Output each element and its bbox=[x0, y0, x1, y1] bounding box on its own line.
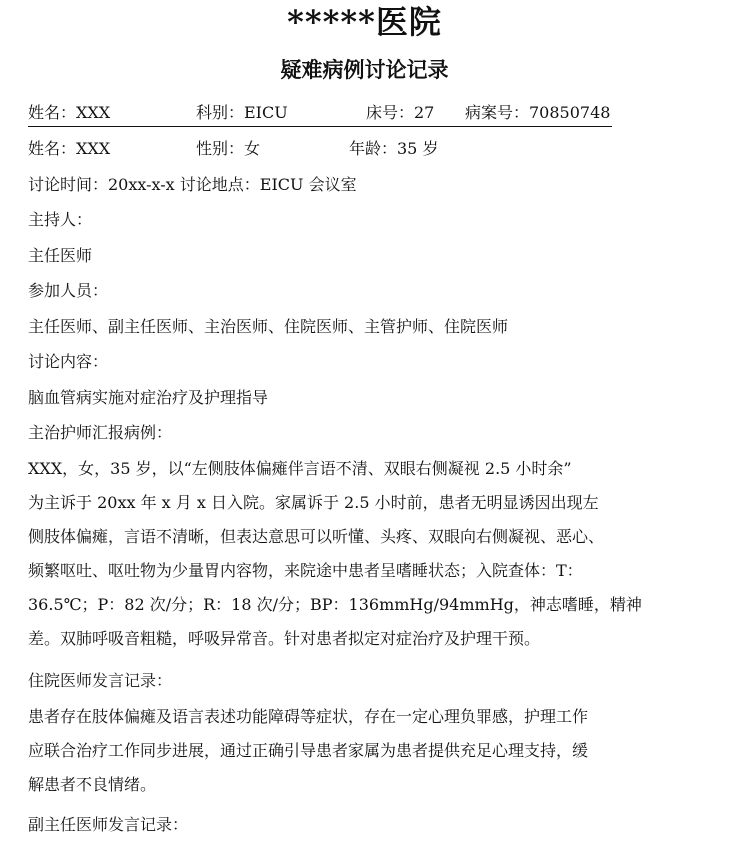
resident-paragraph bbox=[28, 700, 668, 802]
participants-label: 参加人员： bbox=[28, 281, 109, 300]
hospital-title: *****医院 bbox=[287, 3, 442, 41]
deputy-label: 副主任医师发言记录： bbox=[28, 815, 189, 834]
header-name: 姓名：XXX bbox=[28, 103, 111, 122]
patient-gender: 性别：女 bbox=[196, 139, 261, 158]
resident-line: 应联合治疗工作同步进展，通过正确引导患者家属为患者提供充足心理支持，缓 bbox=[28, 741, 589, 760]
participants-value: 主任医师、副主任医师、主治医师、住院医师、主管护师、住院医师 bbox=[28, 317, 509, 336]
report-line: XXX，女，35 岁，以“左侧肢体偏瘫伴言语不清、双眼右侧凝视 2.5 小时余” bbox=[28, 459, 572, 478]
record-header-row bbox=[28, 100, 612, 127]
host-value: 主任医师 bbox=[28, 246, 93, 265]
resident-line: 患者存在肢体偏瘫及语言表述功能障碍等症状，存在一定心理负罪感，护理工作 bbox=[28, 707, 589, 726]
record-title: 疑难病例讨论记录 bbox=[280, 57, 449, 82]
content-label: 讨论内容： bbox=[28, 352, 109, 371]
header-bed: 床号：27 bbox=[366, 103, 435, 122]
header-department: 科别：EICU bbox=[196, 103, 288, 122]
resident-line: 解患者不良情绪。 bbox=[28, 775, 157, 794]
content-value: 脑血管病实施对症治疗及护理指导 bbox=[28, 388, 269, 407]
report-line: 差。双肺呼吸音粗糙，呼吸异常音。针对患者拟定对症治疗及护理干预。 bbox=[28, 629, 541, 648]
patient-age: 年龄：35 岁 bbox=[349, 139, 439, 158]
host-label: 主持人： bbox=[28, 210, 93, 229]
patient-info-row bbox=[28, 136, 678, 162]
report-label: 主治护师汇报病例： bbox=[28, 423, 173, 442]
resident-label: 住院医师发言记录： bbox=[28, 671, 173, 690]
report-line: 侧肢体偏瘫，言语不清晰，但表达意思可以听懂、头疼、双眼向右侧凝视、恶心、 bbox=[28, 527, 605, 546]
report-line: 频繁呕吐、呕吐物为少量胃内容物，来院途中患者呈嗜睡状态；入院查体：T： bbox=[28, 561, 583, 580]
header-case-number: 病案号：70850748 bbox=[465, 103, 611, 122]
report-paragraph bbox=[28, 452, 668, 656]
report-line: 36.5℃；P：82 次/分；R：18 次/分；BP：136mmHg/94mmHg，神志嗜睡，精神 bbox=[28, 595, 642, 614]
discussion-time-place: 讨论时间：20xx-x-x 讨论地点：EICU 会议室 bbox=[28, 175, 357, 194]
report-line: 为主诉于 20xx 年 x 月 x 日入院。家属诉于 2.5 小时前，患者无明显诱因出现左 bbox=[28, 493, 599, 512]
patient-name: 姓名：XXX bbox=[28, 139, 111, 158]
